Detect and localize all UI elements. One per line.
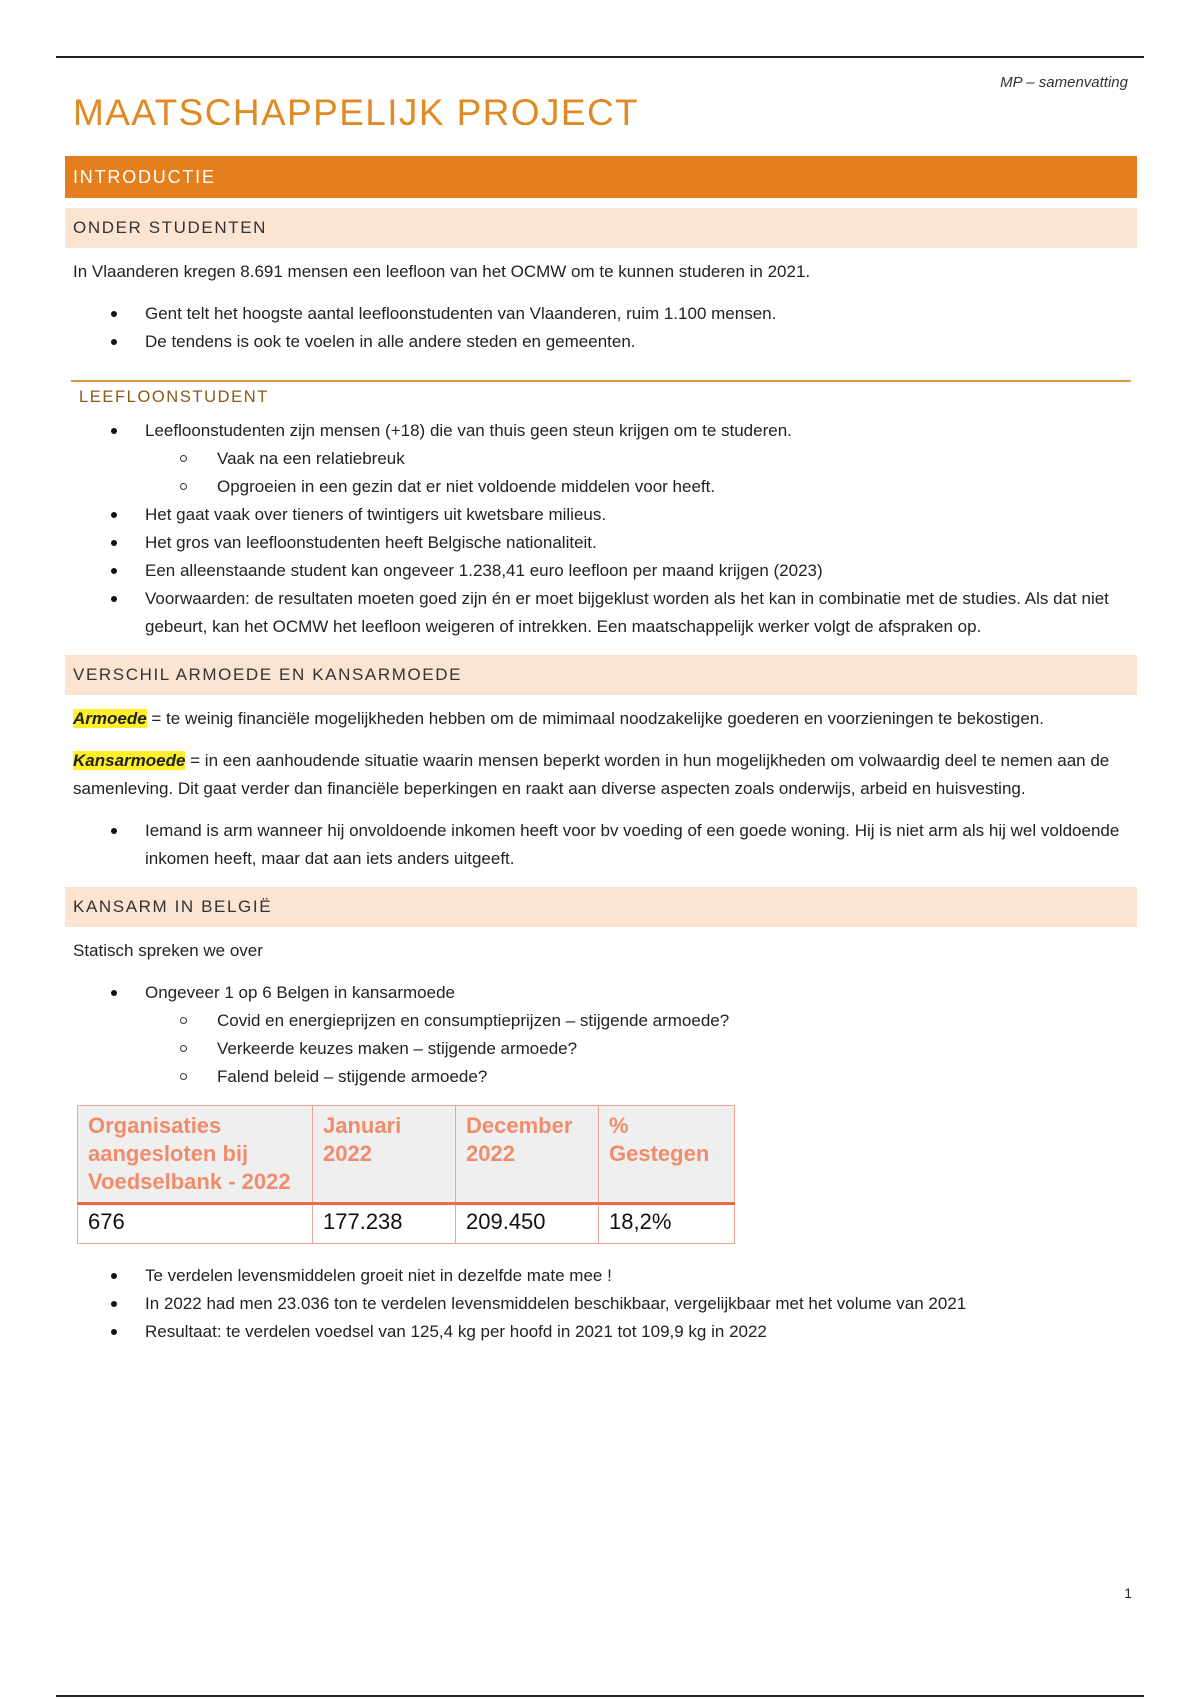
document-body: [65, 92, 1137, 1360]
list-item: Iemand is arm wanneer hij onvoldoende inkomen heeft voor bv voeding of een goede woning. Hij is niet arm als hij wel voldoende inkomen heeft, maar dat aan iets anders uitgeeft.: [65, 817, 1137, 873]
list-item: Resultaat: te verdelen voedsel van 125,4 kg per hoofd in 2021 tot 109,9 kg in 2022: [65, 1318, 1137, 1346]
students-list: [65, 300, 1137, 356]
top-rule: [56, 56, 1144, 58]
heading-introductie: INTRODUCTIE: [65, 156, 1137, 198]
list-item-text: Leefloonstudenten zijn mensen (+18) die van thuis geen steun krijgen om te studeren.: [145, 421, 792, 440]
heading-onder-studenten: ONDER STUDENTEN: [65, 208, 1137, 248]
heading-verschil: VERSCHIL ARMOEDE EN KANSARMOEDE: [65, 655, 1137, 695]
table-header-cell: Organisaties aangesloten bij Voedselbank - 2022: [78, 1106, 313, 1204]
belgie-paragraph: Statisch spreken we over: [73, 941, 263, 960]
list-item: Een alleenstaande student kan ongeveer 1.238,41 euro leefloon per maand krijgen (2023): [65, 557, 1137, 585]
list-item: Voorwaarden: de resultaten moeten goed zijn én er moet bijgeklust worden als het kan in combinatie met de studies. Als dat niet gebeurt, kan het OCMW het leefloon weigeren of intrekken. Een maatschappelijk werker volgt de afspraken op.: [65, 585, 1137, 641]
running-header: MP – samenvatting: [1000, 74, 1128, 91]
sub-list-item: Covid en energieprijzen en consumptieprijzen – stijgende armoede?: [145, 1007, 1137, 1035]
list-item: [65, 417, 1137, 501]
list-item: De tendens is ook te voelen in alle andere steden en gemeenten.: [65, 328, 1137, 356]
table-header-cell: Januari 2022: [313, 1106, 456, 1204]
leefloonstudent-sublist: [65, 445, 1137, 501]
definition-text: = te weinig financiële mogelijkheden hebben om de mimimaal noodzakelijke goederen en voorzieningen te bekostigen.: [146, 709, 1045, 728]
term-armoede: Armoede: [73, 709, 147, 728]
sub-list-item: Verkeerde keuzes maken – stijgende armoede?: [145, 1035, 1137, 1063]
term-kansarmoede: Kansarmoede: [73, 751, 186, 770]
table-header-cell: December 2022: [456, 1106, 599, 1204]
sub-list-item: Opgroeien in een gezin dat er niet voldoende middelen voor heeft.: [145, 473, 1137, 501]
list-item-text: Ongeveer 1 op 6 Belgen in kansarmoede: [145, 983, 455, 1002]
table-cell: 209.450: [456, 1204, 599, 1244]
voedselbank-table: [77, 1105, 735, 1244]
leefloonstudent-list: [65, 417, 1137, 641]
definition-text: = in een aanhoudende situatie waarin mensen beperkt worden in hun mogelijkheden om volwaardig deel te nemen aan de samenleving. Dit gaat verder dan financiële beperkingen en raakt aan diverse aspecten zoals onderwijs, arbeid en huisvesting.: [73, 751, 1110, 798]
sub-list-item: Falend beleid – stijgende armoede?: [145, 1063, 1137, 1091]
list-item: Gent telt het hoogste aantal leefloonstudenten van Vlaanderen, ruim 1.100 mensen.: [65, 300, 1137, 328]
heading-leefloonstudent: LEEFLOONSTUDENT: [71, 380, 1131, 413]
definition-kansarmoede: [73, 747, 1137, 803]
definition-armoede: [73, 705, 1137, 733]
table-cell: 18,2%: [599, 1204, 735, 1244]
sub-list-item: Vaak na een relatiebreuk: [145, 445, 1137, 473]
list-item: In 2022 had men 23.036 ton te verdelen levensmiddelen beschikbaar, vergelijkbaar met het volume van 2021: [65, 1290, 1137, 1318]
list-item: Het gros van leefloonstudenten heeft Belgische nationaliteit.: [65, 529, 1137, 557]
table-header-row: [78, 1106, 735, 1204]
belgie-list: [65, 979, 1137, 1091]
belgie-sublist: [65, 1007, 1137, 1091]
list-item: [65, 979, 1137, 1091]
belgie-result-list: [65, 1262, 1137, 1346]
table-cell: 177.238: [313, 1204, 456, 1244]
bottom-rule: [56, 1695, 1144, 1697]
students-paragraph: In Vlaanderen kregen 8.691 mensen een leefloon van het OCMW om te kunnen studeren in 2021.: [73, 262, 811, 281]
table-row: [78, 1204, 735, 1244]
verschil-list: [65, 817, 1137, 873]
table-cell: 676: [78, 1204, 313, 1244]
list-item: Te verdelen levensmiddelen groeit niet in dezelfde mate mee !: [65, 1262, 1137, 1290]
document-title: MAATSCHAPPELIJK PROJECT: [73, 92, 640, 133]
page-number: 1: [1124, 1585, 1132, 1601]
list-item: Het gaat vaak over tieners of twintigers uit kwetsbare milieus.: [65, 501, 1137, 529]
heading-kansarm-belgie: KANSARM IN BELGIË: [65, 887, 1137, 927]
table-header-cell: % Gestegen: [599, 1106, 735, 1204]
